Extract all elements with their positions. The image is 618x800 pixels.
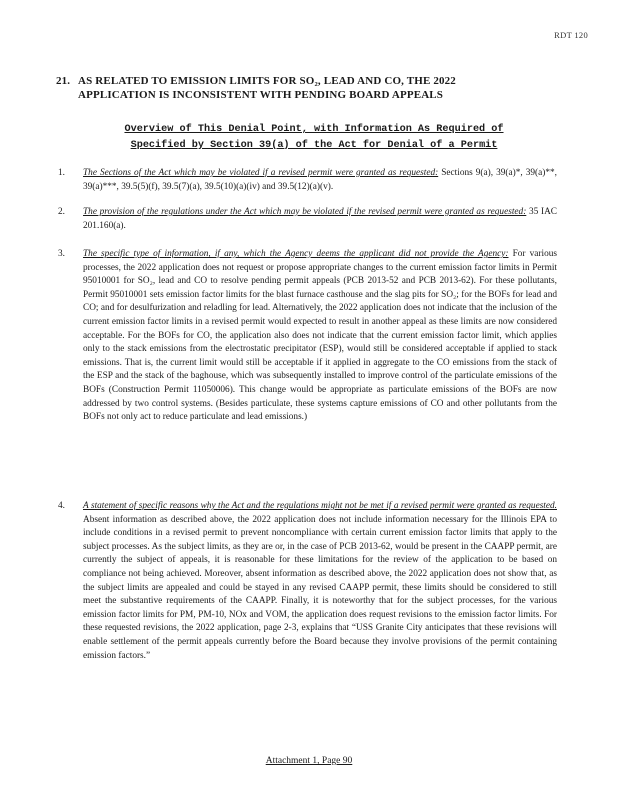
item-text: Sections 9(a), 39(a)*, 39(a)**, 39(a)***, 39.5(5)(f), 39.5(7)(a), 39.5(10)(a)(iv) and 39.5(12)(a)(v). <box>83 168 557 192</box>
item-lead: The specific type of information, if any, which the Agency deems the applicant did not provide the Agency: <box>83 249 509 259</box>
item-text: For various processes, the 2022 application does not request or propose appropriate changes to the current emission factor limits in Permit 95010001 for SO₂, lead and CO to resolve pending permit appeals (PCB 2013-52 and PCB 2013-62). For these pollutants, Permit 95010001 sets emission factor limits for the blast furnace casthouse and the slag pits for SO₂; for the BOFs for lead and CO; and for desulfurization and reladling for lead. Alternatively, the 2022 application does not indicate that the inclusion of the current emission factor limits in a revised permit would expected to result in another appeal as these limits are now considered acceptable. For the BOFs for CO, the application also does not indicate that the current emission factor limit, which applies only to the stack emissions from the electrostatic precipitator (ESP), would still be considered acceptable if applied to stack emissions. That is, the current limit would still be acceptable if it applied in aggregate to the CO emissions from the stack of the ESP and the stack of the baghouse, which was subsequently installed to improve control of the particulate emissions of the BOFs (Construction Permit 11050006). This change would be appropriate as particulate emissions of the BOFs are now addressed by two control systems. (Besides particulate, these systems capture emissions of CO and other pollutants from the BOFs not only act to reduce particulate and lead emissions.) <box>83 249 557 423</box>
section-heading <box>56 74 532 102</box>
heading-number: 21. <box>56 75 71 87</box>
heading-line-2: APPLICATION IS INCONSISTENT WITH PENDING BOARD APPEALS <box>78 89 444 101</box>
item-body <box>83 167 557 194</box>
item-body <box>83 206 557 233</box>
item-number: 4. <box>58 501 65 511</box>
item-lead: The Sections of the Act which may be violated if a revised permit were granted as requested: <box>83 168 439 178</box>
item-body <box>83 500 557 663</box>
item-text: Absent information as described above, the 2022 application does not include information necessary for the Illinois EPA to include conditions in a revised permit to prevent noncompliance with certain current emission factor limits that apply to the subject processes. As the subject limits, as they are or, in the case of PCB 2013-62, would be present in the CAAPP permit, are currently the subject of appeals, it is reasonable for these limitations for the review of the application to be based on compliance not being achieved. Moreover, absent information as described above, the 2022 application does not show that, as the subject limits are appealed and could be stayed in any revised CAAPP permit, these limits should be considered to still meet the substantive requirements of the CAAPP. Finally, it is noteworthy that for the subject processes, for the various emission factor limits for PM, PM-10, NOx and VOM, the application does request revisions to the emission factor limits. For these requested revisions, the 2022 application, page 2-3, explains that “USS Granite City anticipates that these revisions will enable settlement of the permit appeals currently before the Board because they involve provisions of the permit containing emission factors.” <box>83 514 557 661</box>
page-code: RDT 120 <box>554 30 588 40</box>
page-footer <box>0 756 618 766</box>
item-lead: The provision of the regulations under the Act which may be violated if the revised permit were granted as requested: <box>83 207 527 217</box>
heading-line-1: AS RELATED TO EMISSION LIMITS FOR SO₂, LEAD AND CO, THE 2022 <box>78 75 456 87</box>
item-number: 2. <box>58 207 65 217</box>
item-text: 35 IAC 201.160(a). <box>83 207 557 231</box>
item-number: 1. <box>58 168 65 178</box>
item-body <box>83 248 557 425</box>
overview-line-2: Specified by Section 39(a) of the Act for Denial of a Permit <box>130 140 498 151</box>
item-number: 3. <box>58 249 65 259</box>
item-lead: A statement of specific reasons why the Act and the regulations might not be met if a revised permit were granted as requested. <box>83 501 557 511</box>
overview-title <box>76 122 552 154</box>
footer-label: Attachment 1, Page 90 <box>265 756 353 766</box>
overview-line-1: Overview of This Denial Point, with Information As Required of <box>124 124 504 135</box>
